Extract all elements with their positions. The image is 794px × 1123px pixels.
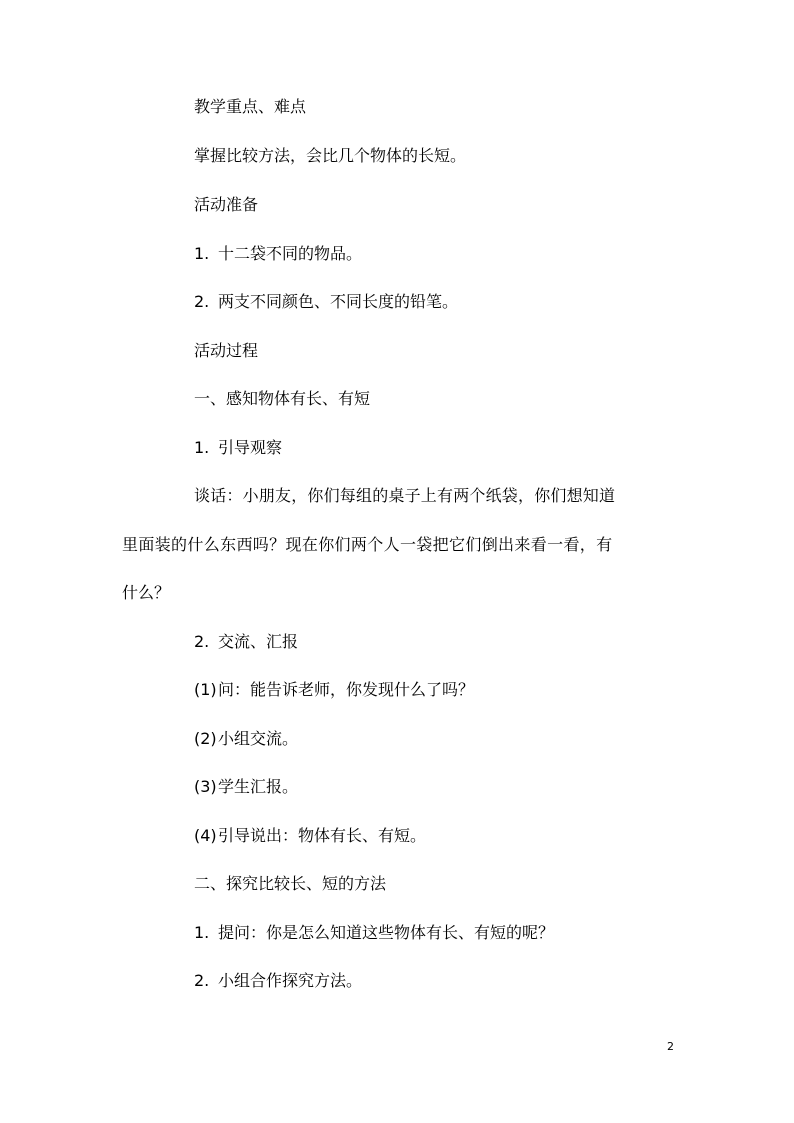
list-item [194,292,458,312]
list-number: 2. [194,971,210,990]
list-number: 1. [194,438,210,457]
list-item [194,632,298,652]
line-text: 掌握比较方法，会比几个物体的长短。 [194,146,467,165]
text-line [194,146,466,166]
list-item [194,777,298,797]
line-text: 交流、汇报 [218,632,299,651]
list-item [194,680,474,700]
list-item [194,244,362,264]
list-item [194,923,554,943]
page-number: 2 [667,1040,674,1053]
list-item [194,971,362,991]
list-number: 2. [194,632,210,651]
list-item [194,826,426,846]
list-number: 1. [194,244,210,263]
line-text: 问：能告诉老师，你发现什么了吗？ [218,680,475,699]
line-text: 两支不同颜色、不同长度的铅笔。 [218,292,459,311]
line-text: 教学重点、难点 [194,97,307,116]
heading-teaching-focus [194,97,306,117]
line-text: 小组交流。 [218,729,299,748]
paragraph-line: 谈话：小朋友，你们每组的桌子上有两个纸袋，你们想知道 [194,486,616,505]
list-number: (2) [194,729,217,748]
line-text: 学生汇报。 [218,777,299,796]
heading-process [194,341,258,361]
list-item [194,438,282,458]
paragraph-line: 里面装的什么东西吗？现在你们两个人一袋把它们倒出来看一看，有 [122,535,613,554]
line-text: 一、感知物体有长、有短 [194,389,371,408]
line-text: 提问：你是怎么知道这些物体有长、有短的呢？ [218,923,555,942]
heading-preparation [194,195,258,215]
list-number: 2. [194,292,210,311]
section-heading [194,874,386,894]
line-text: 二、探究比较长、短的方法 [194,874,387,893]
line-text: 活动过程 [194,341,259,360]
line-text: 小组合作探究方法。 [218,971,363,990]
list-number: (1) [194,680,217,699]
list-number: (4) [194,826,217,845]
line-text: 十二袋不同的物品。 [218,244,363,263]
section-heading [194,389,370,409]
list-item [194,729,298,749]
line-text: 引导说出：物体有长、有短。 [218,826,427,845]
line-text: 活动准备 [194,195,259,214]
line-text: 引导观察 [218,438,283,457]
list-number: (3) [194,777,217,796]
list-number: 1. [194,923,210,942]
paragraph-line: 什么？ [122,583,171,602]
